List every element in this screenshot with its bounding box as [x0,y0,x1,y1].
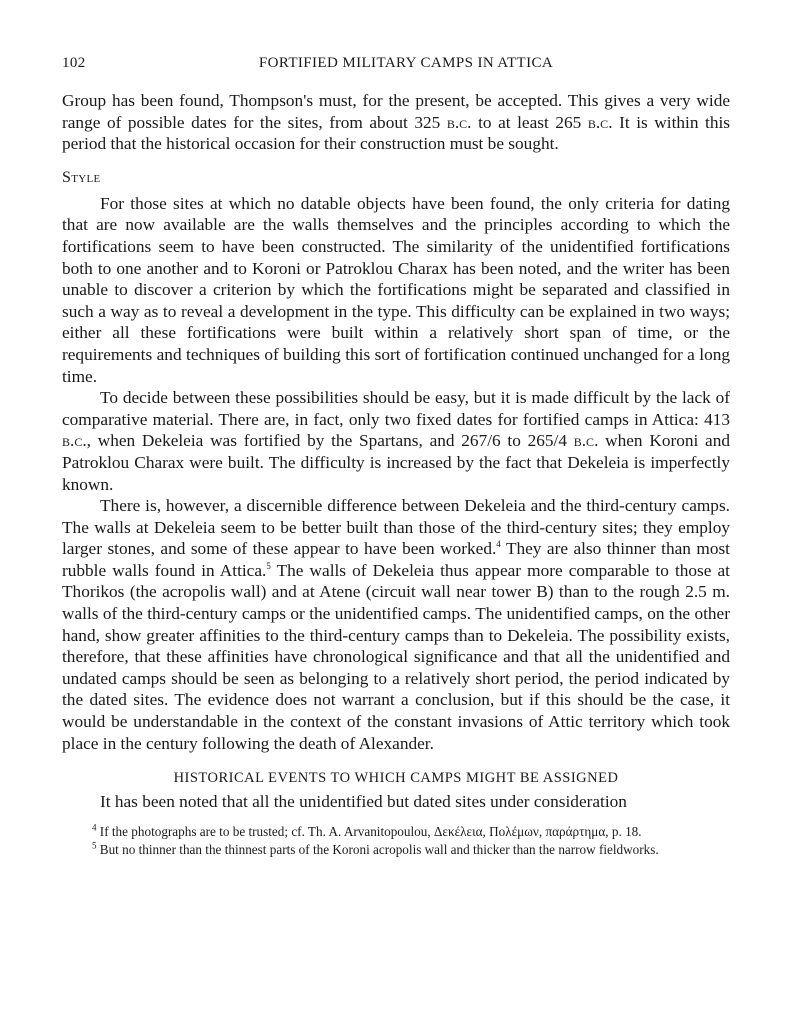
style-p2-text-1: To decide between these possibilities should be easy, but it is made difficult by the lack of comparative material. There are, in fact, only two fixed dates for fortified camps in Attica: 413 [62,388,730,429]
footnote-marker-5: 5 [92,840,97,851]
running-title: FORTIFIED MILITARY CAMPS IN ATTICA [258,55,554,71]
style-paragraph-2 [62,387,730,495]
era-abbrev: b.c. [446,112,472,132]
footnote-ref-4[interactable]: 4 [496,539,501,550]
era-abbrev: b.c. [573,431,599,451]
style-p2-text-3: when Koroni and Patroklou Charax were built. The difficulty is increased by the fact that Dekeleia is imperfectly known. [62,431,730,494]
style-p3-text-2: They are also thinner than most rubble walls found in Attica. [62,539,730,580]
footnote-ref-5[interactable]: 5 [266,561,271,572]
style-p3-text-1: There is, however, a discernible difference between Dekeleia and the third-century camps. The walls at Dekeleia seem to be better built than those of the third-century sites; they employ larger stones, and some of these appear to have been worked. [62,496,730,559]
intro-paragraph [62,90,730,155]
section-heading-historical-events: HISTORICAL EVENTS TO WHICH CAMPS MIGHT BE ASSIGNED [173,770,619,787]
page-number: 102 [62,55,86,71]
style-paragraph-1: For those sites at which no datable objects have been found, the only criteria for dating that are now available are the walls themselves and the principles according to which the fortifications seem to have been constructed. The similarity of the unidentified fortifications both to one another and to Koroni or Patroklou Charax has been noted, and the writer has been unable to discover a criterion by which the fortifications might be separated and classified in such a way as to reveal a development in the type. This difficulty can be explained in two ways; either all these fortifications were built within a relatively short span of time, or the requirements and techniques of building this sort of fortification continued unchanged for a long time. [62,193,730,386]
section-heading-style: Style [62,168,101,186]
running-header [62,52,730,78]
intro-text-2: to at least 265 [471,112,588,132]
footnote-marker-4: 4 [92,822,97,833]
events-paragraph-1: It has been noted that all the unidentified but dated sites under consideration [100,792,627,812]
era-abbrev: b.c. [587,112,613,132]
footnote-4 [62,823,730,841]
footnote-5 [62,841,730,859]
style-paragraph-3 [62,495,730,754]
footnotes [62,823,730,859]
style-p2-text-2: , when Dekeleia was fortified by the Spartans, and 267/6 to 265/4 [86,431,574,451]
page [62,52,730,859]
era-abbrev: b.c. [62,431,87,451]
footnote-5-text: But no thinner than the thinnest parts of the Koroni acropolis wall and thicker than the narrow fieldworks. [96,841,659,857]
intro-text-3: It is within this period that the historical occasion for their construction must be sought. [62,112,731,154]
intro-text-1: Group has been found, Thompson's must, for the present, be accepted. This gives a very wide range of possible dates for the sites, from about 325 [62,91,730,132]
style-p3-text-3: The walls of Dekeleia thus appear more comparable to those at Thorikos (the acropolis wall) and at Atene (circuit wall near tower B) than to the rough 2.5 m. walls of the third-century camps or the unidentified camps. The unidentified camps, on the other hand, show greater affinities to the third-century camps than to Dekeleia. The possibility exists, therefore, that these affinities have chronological significance and that all the unidentified and undated camps should be seen as belonging to a relatively short period, the period indicated by the dated sites. The evidence does not warrant a conclusion, but if this should be the case, it would be understandable in the context of the constant invasions of Attic territory which took place in the century following the death of Alexander. [62,560,730,753]
footnote-4-text: If the photographs are to be trusted; cf. Th. A. Arvanitopoulou, Δεκέλεια, Πολέμων, παράρτημα, p. 18. [96,823,642,839]
